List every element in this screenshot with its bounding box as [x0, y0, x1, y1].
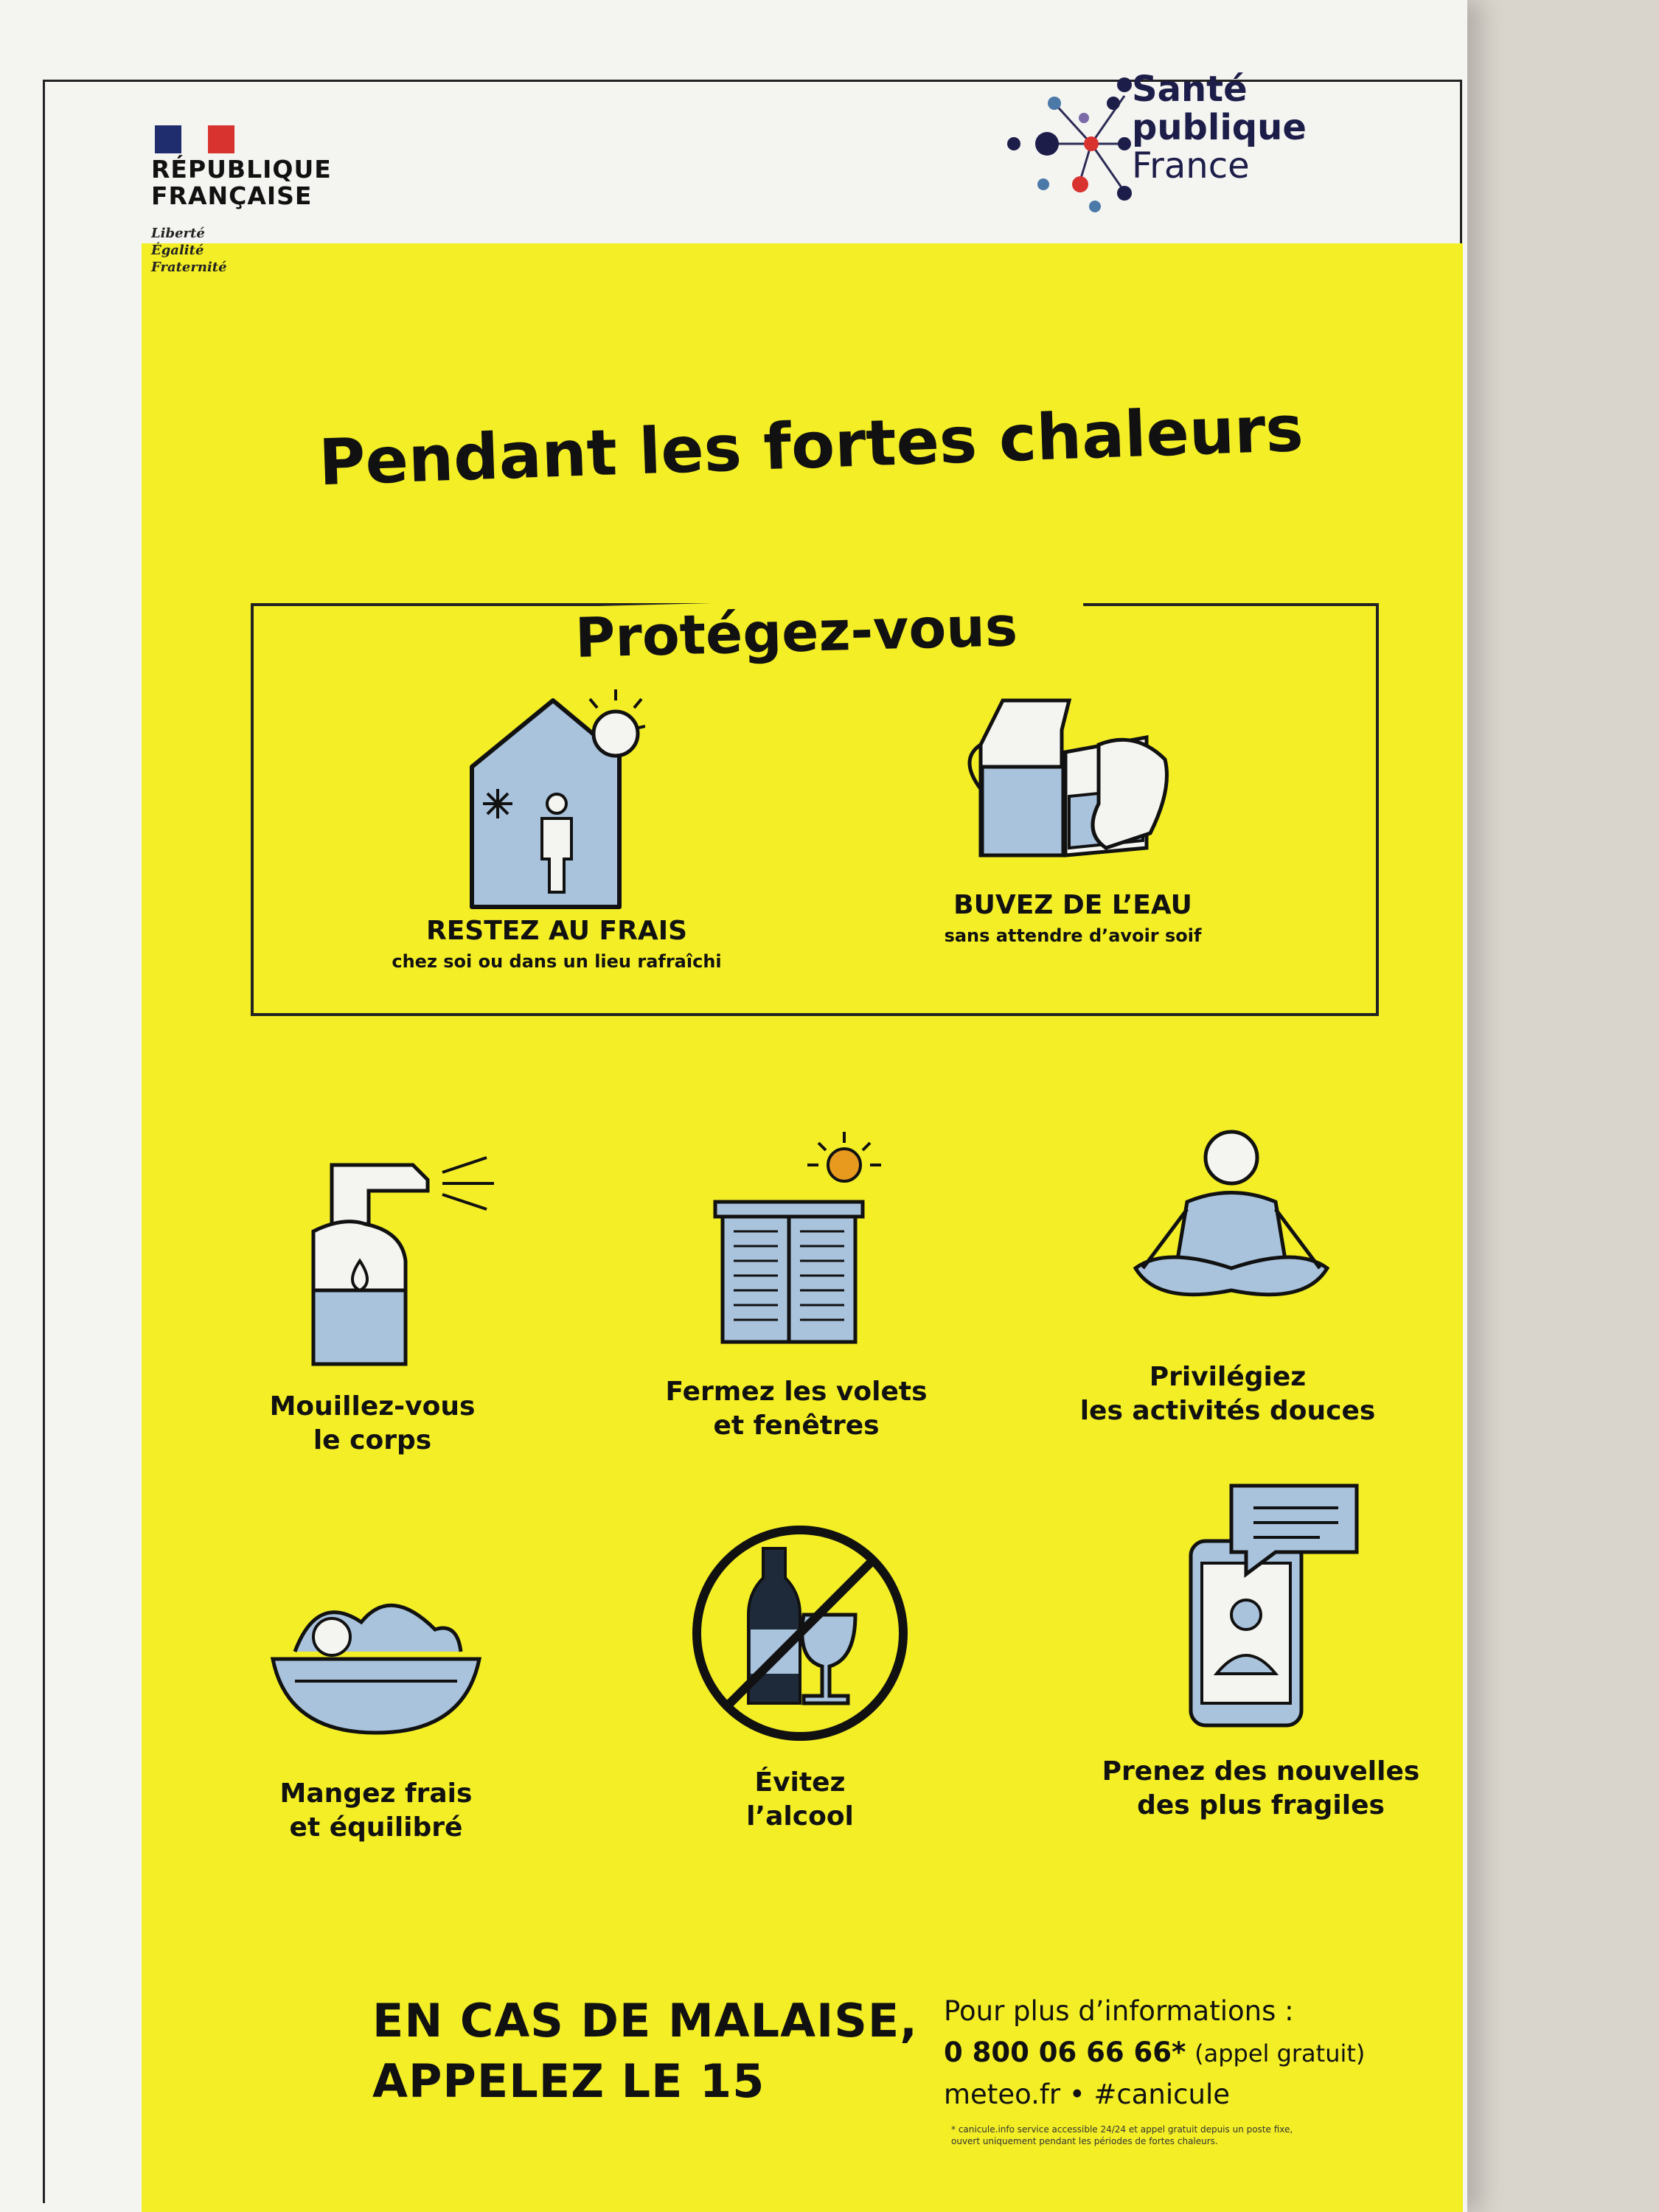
meditation-icon — [1121, 1121, 1342, 1327]
footnote: * canicule.info service accessible 24/24 et appel gratuit depuis un poste fixe, ouvert uniquement pendant les périodes de fortes chaleurs. — [951, 2124, 1293, 2146]
tip-buvez-de-leau: BUVEZ DE L’EAU sans attendre d’avoir soif — [944, 890, 1202, 946]
tip-activites-douces: Privilégiez les activités douces — [1079, 1362, 1376, 1426]
sante-publique-logo-icon — [1003, 59, 1132, 229]
republique-motto: Liberté Égalité Fraternité — [151, 226, 227, 275]
spray-bottle-icon — [302, 1150, 501, 1371]
info-links: meteo.fr • #canicule — [944, 2079, 1230, 2110]
no-alcohol-icon — [686, 1519, 914, 1747]
tip-restez-au-frais: RESTEZ AU FRAIS chez soi ou dans un lieu rafraîchi — [392, 916, 722, 972]
page-title: Pendant les fortes chaleurs — [317, 392, 1305, 501]
republique-francaise-title: RÉPUBLIQUE FRANÇAISE — [151, 155, 332, 210]
emergency-call-text: EN CAS DE MALAISE, APPELEZ LE 15 — [372, 1994, 918, 2108]
free-phone-number: 0 800 06 66 66* — [944, 2037, 1186, 2068]
tip-evitez-alcool: Évitez l’alcool — [746, 1767, 854, 1832]
tip-prenez-des-nouvelles: Prenez des nouvelles des plus fragiles — [1102, 1756, 1420, 1820]
cool-house-icon — [465, 686, 645, 911]
marianne-flag-icon — [155, 125, 234, 153]
salad-bowl-icon — [265, 1563, 487, 1740]
protect-title: Protégez-vous — [508, 594, 1085, 672]
sante-publique-france-name: Santé publique France — [1132, 69, 1307, 187]
tip-mangez-frais: Mangez frais et équilibré — [279, 1778, 473, 1843]
tip-fermez-volets: Fermez les volets et fenêtres — [665, 1377, 928, 1441]
phone-message-icon — [1172, 1482, 1364, 1733]
shutters-icon — [712, 1128, 896, 1349]
more-info-block: Pour plus d’informations : 0 800 06 66 66* (appel gratuit) meteo.fr • #canicule — [944, 1991, 1365, 2115]
tip-mouillez-vous: Mouillez-vous le corps — [269, 1391, 476, 1455]
water-jug-icon — [959, 686, 1180, 863]
